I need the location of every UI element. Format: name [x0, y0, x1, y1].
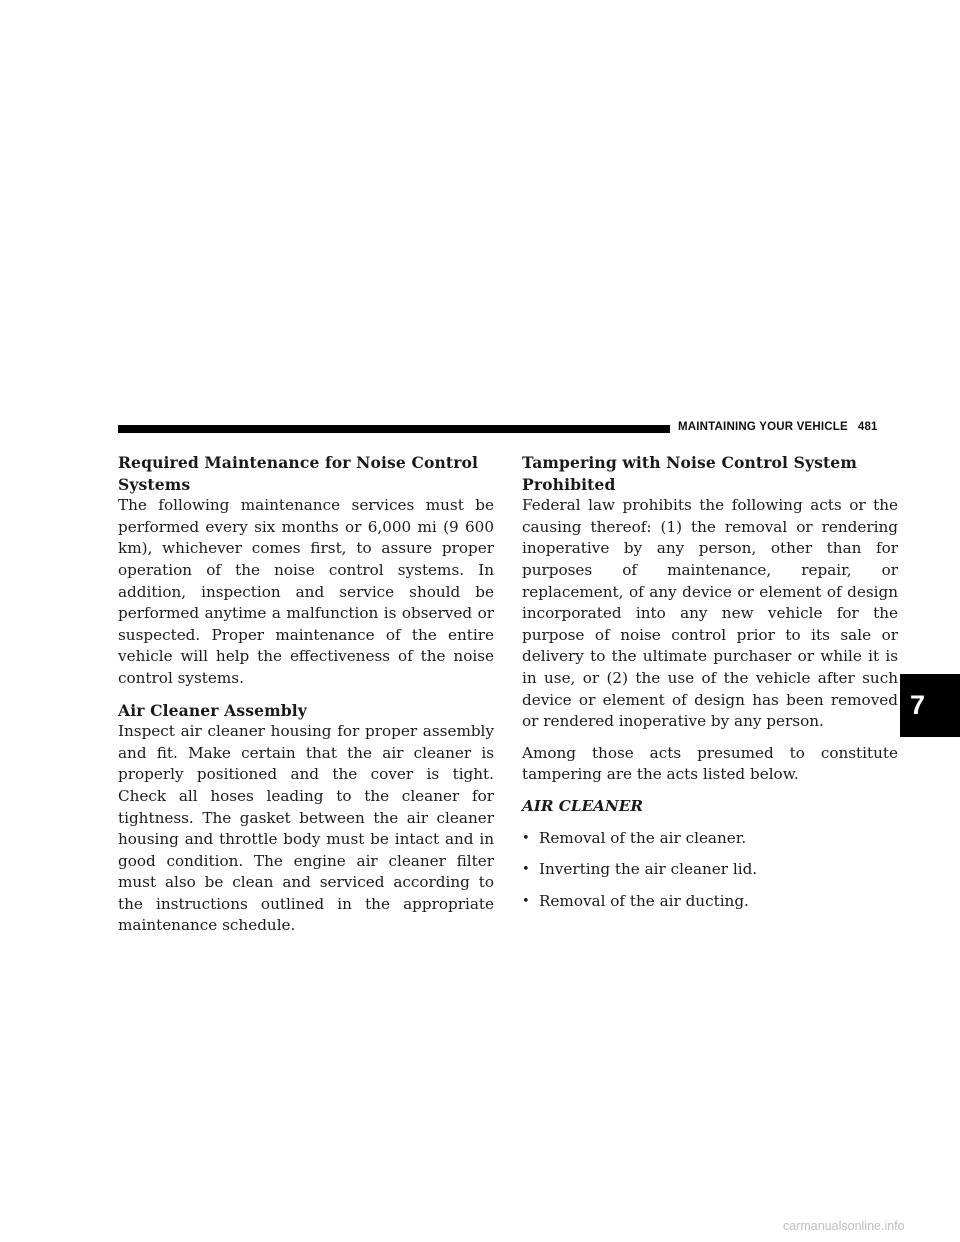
list-item: • Removal of the air cleaner.: [522, 828, 898, 850]
noise-control-maintenance-body: The following maintenance services must be performed every six months or 6,000 mi (9 600 km), whichever comes first, to assure proper operation of the noise control systems. In addition, inspection and service should be performed anytime a malfunction is observed or suspected. Proper maintenance of the entire vehicle will help the effectiveness of the noise control systems.: [118, 496, 494, 687]
tampering-body: Federal law prohibits the following acts or the causing thereof: (1) the removal or rendering inoperative by any person, other than for purposes of maintenance, repair, or replacement, of any device or element of design incorporated into any new vehicle for the purpose of noise control prior to its sale or delivery to the ultimate purchaser or while it is in use, or (2) the use of the vehicle after such device or element of design has been removed or rendered inoperative by any person.: [522, 496, 898, 731]
running-header: [678, 421, 878, 433]
page-number: 481: [857, 421, 878, 433]
tampering-heading: Tampering with Noise Control System Prohibited: [522, 453, 857, 494]
air-cleaner-assembly-body: Inspect air cleaner housing for proper assembly and fit. Make certain that the air cleaner is properly positioned and the cover is tight. Check all hoses leading to the cleaner for tightness. The gasket between the air cleaner housing and throttle body must be intact and in good condition. The engine air cleaner filter must also be clean and serviced according to the instructions outlined in the appropriate maintenance schedule.: [118, 722, 494, 935]
tampering-acts-intro: Among those acts presumed to constitute tampering are the acts listed below.: [522, 743, 898, 784]
air-cleaner-subheading: AIR CLEANER: [522, 796, 644, 815]
right-column: [522, 452, 898, 922]
air-cleaner-assembly-heading: Air Cleaner Assembly: [118, 700, 307, 720]
watermark: carmanualsonline.info: [783, 1219, 905, 1233]
section-title: MAINTAINING YOUR VEHICLE: [678, 421, 848, 433]
left-column: [118, 452, 494, 937]
bullet-icon: •: [522, 830, 530, 846]
tampering-acts-list: [522, 828, 898, 913]
bullet-icon: •: [522, 862, 530, 878]
header-rule: [118, 425, 670, 433]
list-item: • Inverting the air cleaner lid.: [522, 859, 898, 881]
list-item: • Removal of the air ducting.: [522, 891, 898, 913]
chapter-tab: 7: [900, 674, 960, 737]
bullet-icon: •: [522, 893, 530, 909]
noise-control-maintenance-heading: Required Maintenance for Noise Control Systems: [118, 453, 479, 494]
